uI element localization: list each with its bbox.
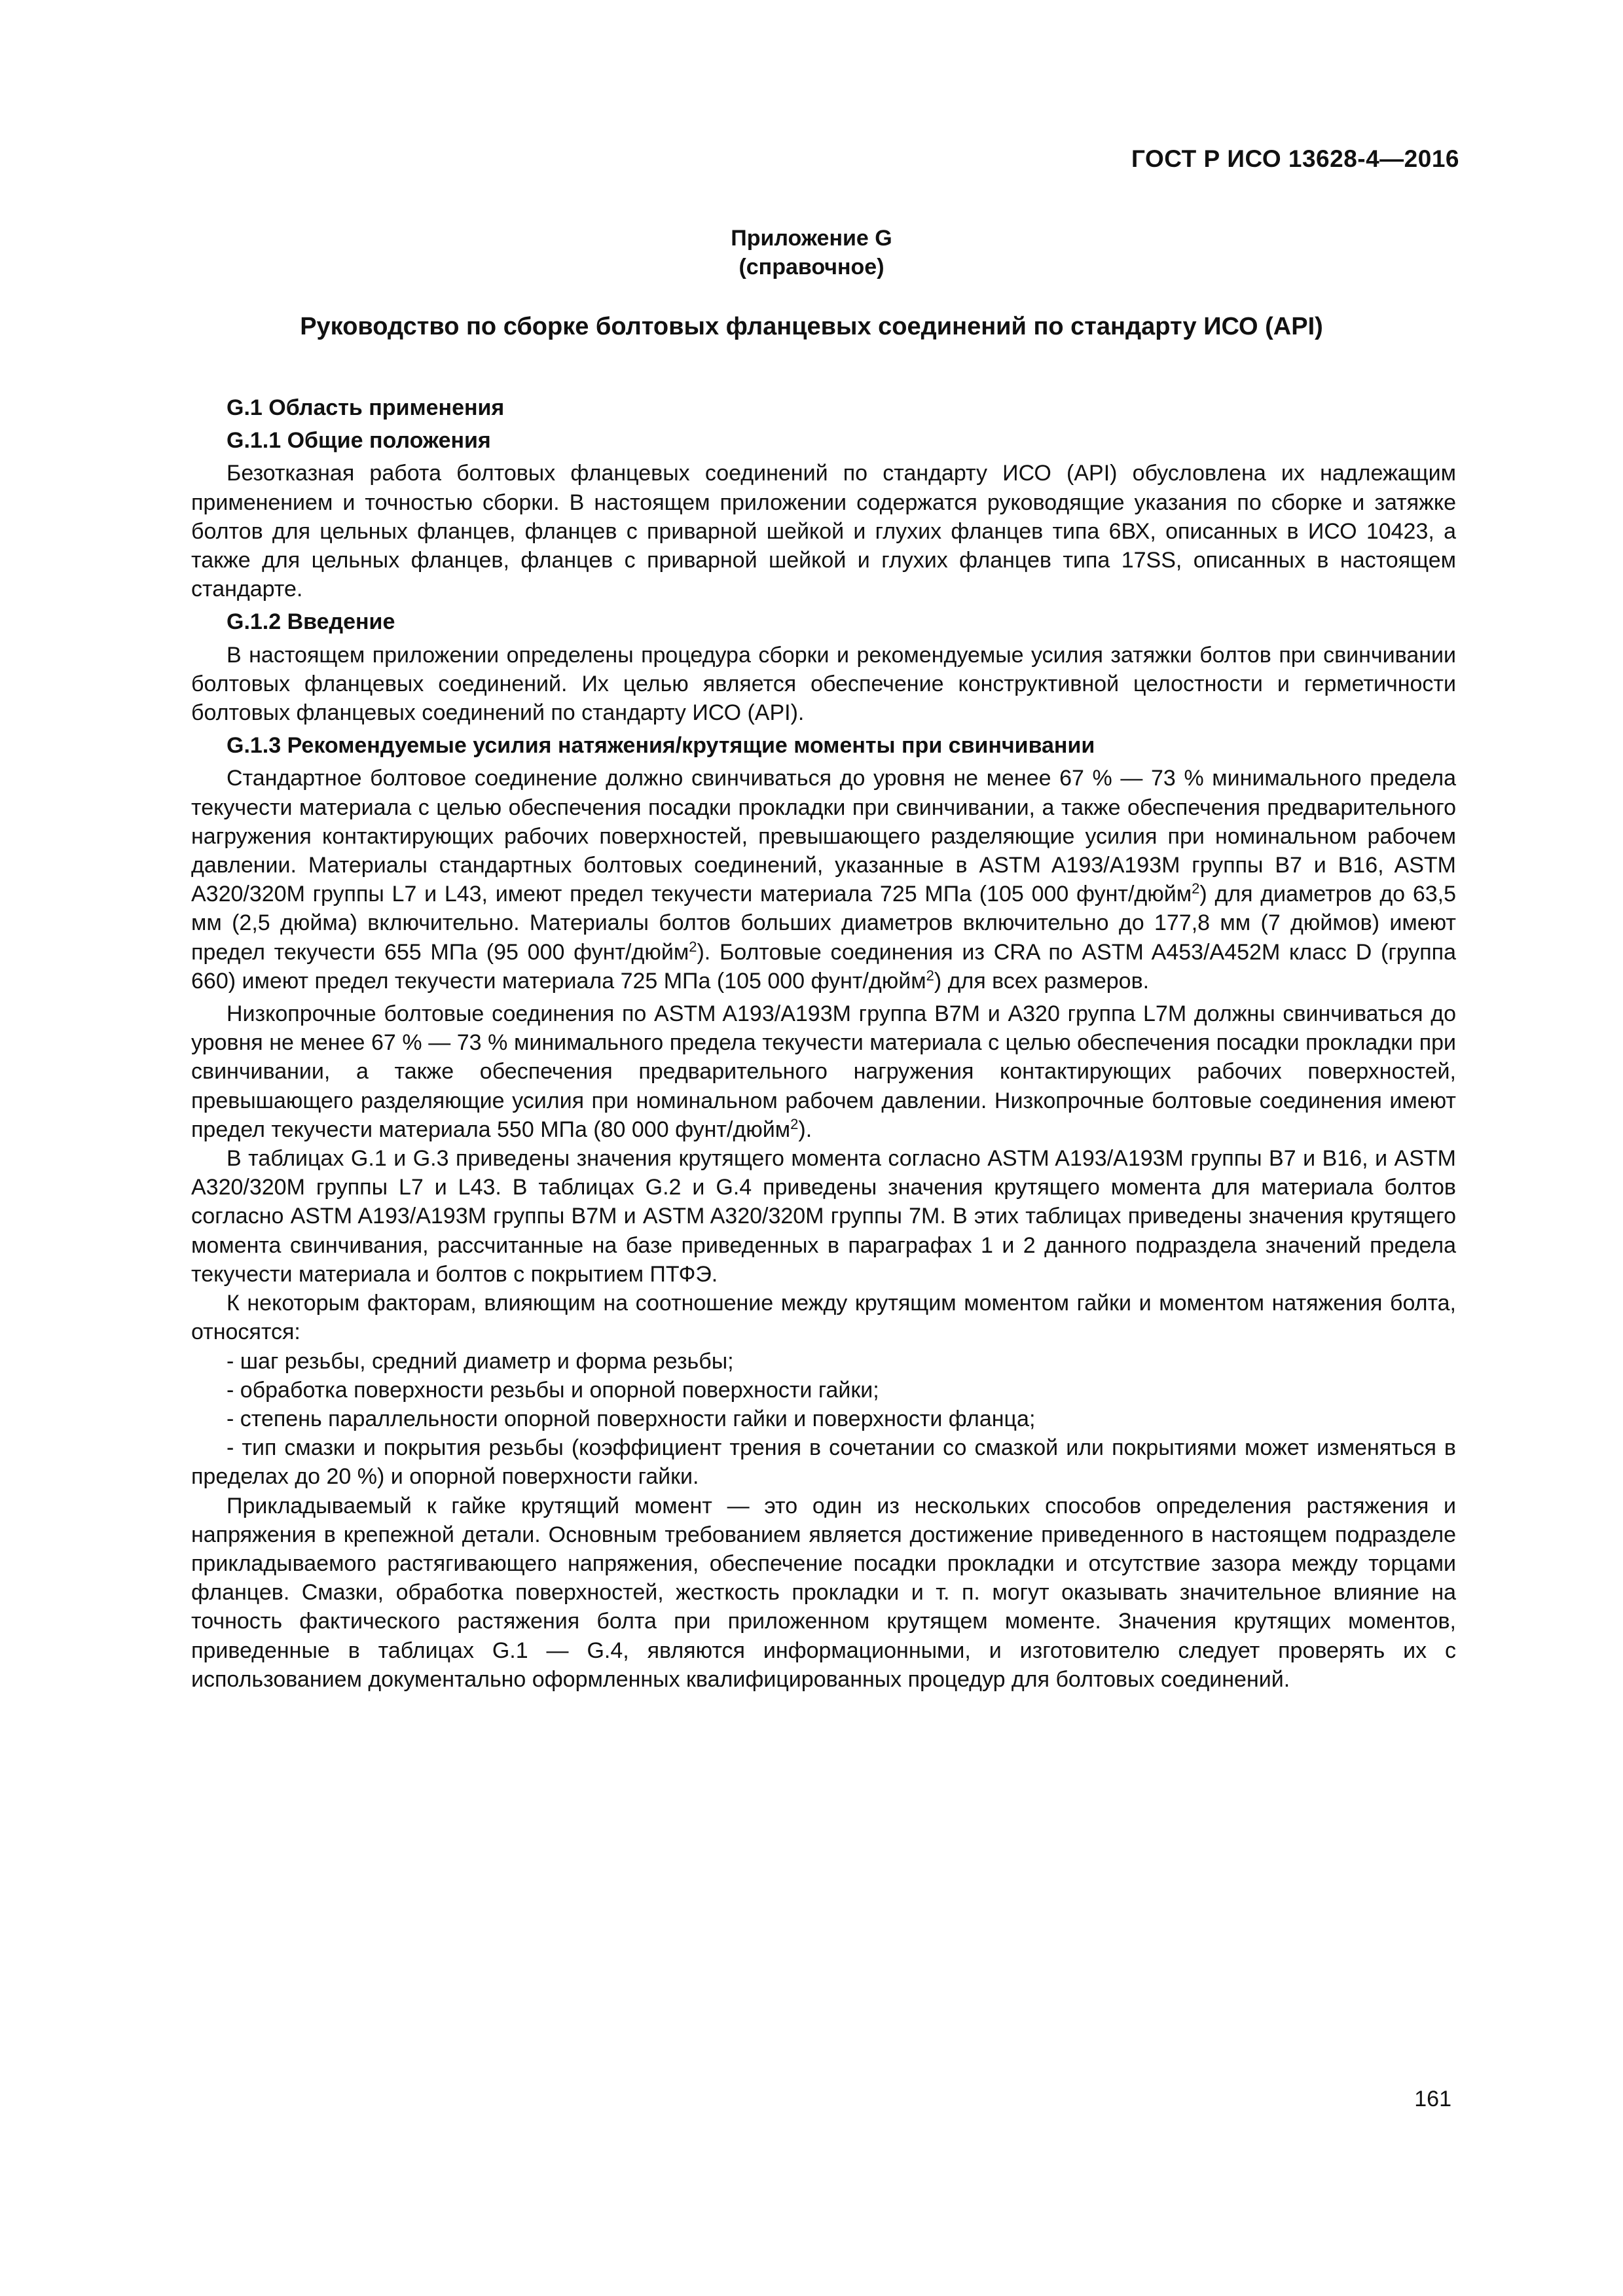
appendix-label: Приложение G xyxy=(731,226,892,251)
document-code: ГОСТ Р ИСО 13628-4—2016 xyxy=(1131,145,1459,172)
section-g13-heading: G.1.3 Рекомендуемые усилия натяжения/крутящие моменты при свинчивании xyxy=(227,733,1095,759)
superscript: 2 xyxy=(926,967,934,984)
text-run: Стандартное болтовое соединение должно свинчиваться до уровня не менее 67 % — 73 % минимального предела текучести материала с целью обеспечения посадки прокладки при свинчивании, а также обеспечения предварительного нагружения контактирующих рабочих поверхностей, превышающего разделяющие усилия при номинальном рабочем давлении. Материалы стандартных болтовых соединений, указанные в ASTM A193/A193M группы B7 и B16, ASTM A320/320M группы L7 и L43, имеют предел текучести материала 725 МПа (105 000 фунт/дюйм xyxy=(191,766,1456,907)
text-run: ) для всех размеров. xyxy=(934,968,1150,994)
section-g12-paragraph: В настоящем приложении определены процедура сборки и рекомендуемые усилия затяжки болтов при свинчивании болтовых фланцевых соединений. Их целью является обеспечение конструктивной целостности и герметичности болтовых фланцевых соединений по стандарту ИСО (API). xyxy=(191,642,1456,726)
list-item: - тип смазки и покрытия резьбы (коэффициент трения в сочетании со смазкой или покрытиями может изменяться в пределах до 20 %) и опорной поверхности гайки. xyxy=(191,1435,1456,1490)
appendix-title: Руководство по сборке болтовых фланцевых соединений по стандарту ИСО (API) xyxy=(300,313,1323,340)
list-item: - степень параллельности опорной поверхности гайки и поверхности фланца; xyxy=(227,1406,1036,1431)
list-item: - шаг резьбы, средний диаметр и форма резьбы; xyxy=(227,1348,734,1374)
text-run: ) для диаметров до 63,5 мм (2,5 дюйма) включительно. Материалы болтов больших диаметров включительно до 177,8 мм (7 дюймов) имеют предел текучести 655 МПа (95 000 фунт/дюйм xyxy=(191,882,1456,965)
section-g11-heading: G.1.1 Общие положения xyxy=(227,428,491,454)
list-item: - обработка поверхности резьбы и опорной поверхности гайки; xyxy=(227,1377,879,1403)
text-run: ). xyxy=(798,1117,812,1142)
document-body xyxy=(191,389,1456,1694)
appendix-heading xyxy=(0,224,1623,281)
section-g1-heading: G.1 Область применения xyxy=(227,395,505,420)
section-g13-paragraph-4: К некоторым факторам, влияющим на соотношение между крутящим моментом гайки и моментом натяжения болта, относятся: xyxy=(191,1291,1456,1345)
section-g11-paragraph: Безотказная работа болтовых фланцевых соединений по стандарту ИСО (API) обусловлена их надлежащим применением и точностью сборки. В настоящем приложении содержатся руководящие указания по сборке и затяжке болтов для цельных фланцев, фланцев с приварной шейкой и глухих фланцев типа 6ВХ, описанных в ИСО 10423, а также для цельных фланцев, фланцев с приварной шейкой и глухих фланцев типа 17SS, описанных в настоящем стандарте. xyxy=(191,461,1456,602)
section-g13-paragraph-1 xyxy=(191,764,1456,996)
section-g13-paragraph-5: Прикладываемый к гайке крутящий момент — это один из нескольких способов определения растяжения и напряжения в крепежной детали. Основным требованием является достижение приведенного в настоящем подразделе прикладываемого растягивающего напряжения, обеспечение посадки прокладки и отсутствие зазора между торцами фланцев. Смазки, обработка поверхностей, жесткость прокладки и т. п. могут оказывать значительное влияние на точность фактического растяжения болта при приложенном крутящем моменте. Значения крутящих моментов, приведенные в таблицах G.1 — G.4, являются информационными, и изготовителю следует проверять их с использованием документально оформленных квалифицированных процедур для болтовых соединений. xyxy=(191,1493,1456,1692)
superscript: 2 xyxy=(790,1115,799,1132)
superscript: 2 xyxy=(689,938,697,955)
page-number: 161 xyxy=(1414,2087,1451,2111)
superscript: 2 xyxy=(1192,880,1200,897)
text-run: Низкопрочные болтовые соединения по ASTM A193/A193M группа B7M и A320 группа L7M должны свинчиваться до уровня не менее 67 % — 73 % минимального предела текучести материала с целью обеспечения посадки прокладки при свинчивании, а также обеспечения предварительного нагружения контактирующих рабочих поверхностей, превышающего разделяющие усилия при номинальном рабочем давлении. Низкопрочные болтовые соединения имеют предел текучести материала 550 МПа (80 000 фунт/дюйм xyxy=(191,1001,1456,1142)
section-g13-paragraph-2 xyxy=(191,999,1456,1144)
text-run: ). Болтовые соединения из CRA по ASTM A453/A452M класс D (группа 660) имеют предел текучести материала 725 МПа (105 000 фунт/дюйм xyxy=(191,939,1456,994)
section-g12-heading: G.1.2 Введение xyxy=(227,609,395,635)
appendix-type: (справочное) xyxy=(739,255,884,279)
section-g13-paragraph-3: В таблицах G.1 и G.3 приведены значения крутящего момента согласно ASTM A193/A193M группы B7 и B16, и ASTM A320/320M группы L7 и L43. В таблицах G.2 и G.4 приведены значения крутящего момента для материала болтов согласно ASTM A193/A193M группы B7M и ASTM A320/320M группы 7M. В этих таблицах приведены значения крутящего момента свинчивания, рассчитанные на базе приведенных в параграфах 1 и 2 данного подраздела значений предела текучести материала и болтов с покрытием ПТФЭ. xyxy=(191,1146,1456,1287)
